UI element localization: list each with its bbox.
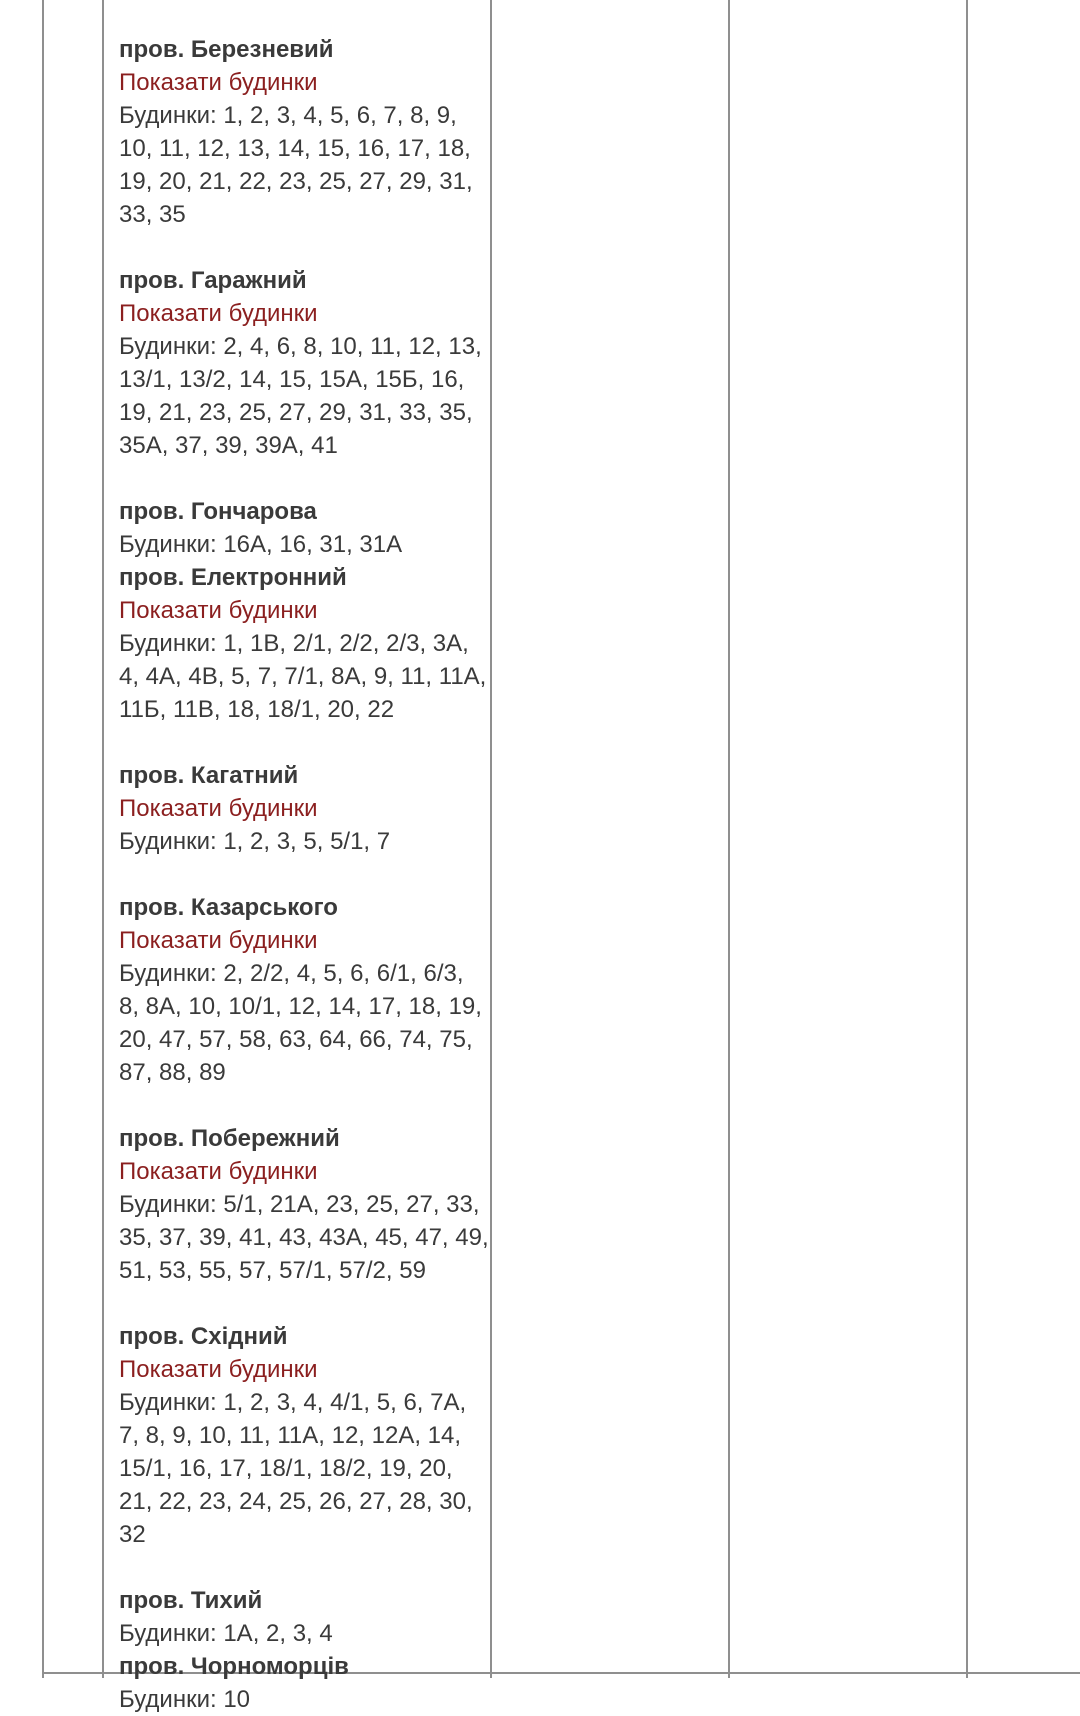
show-houses-link[interactable]: Показати будинки — [119, 1158, 318, 1185]
street-entry — [119, 759, 489, 858]
house-list: Будинки: 1, 2, 3, 5, 5/1, 7 — [119, 828, 391, 855]
show-houses-link[interactable]: Показати будинки — [119, 300, 318, 327]
house-list: Будинки: 1А, 2, 3, 4 — [119, 1620, 333, 1647]
street-entry — [119, 1320, 489, 1551]
house-list: Будинки: 1, 2, 3, 4, 5, 6, 7, 8, 9, 10, 11, 12, 13, 14, 15, 16, 17, 18, 19, 20, 21, 22, 23, 25, 27, 29, 31, 33, 35 — [119, 102, 473, 228]
show-houses-link[interactable]: Показати будинки — [119, 927, 318, 954]
show-houses-link[interactable]: Показати будинки — [119, 69, 318, 96]
table-column-divider — [966, 0, 968, 1678]
street-entry — [119, 495, 489, 561]
street-entry — [119, 1650, 489, 1716]
street-name: пров. Гончарова — [119, 498, 317, 525]
street-name: пров. Кагатний — [119, 762, 299, 789]
show-houses-link[interactable]: Показати будинки — [119, 1356, 318, 1383]
street-entry — [119, 33, 489, 231]
street-name: пров. Чорноморців — [119, 1653, 349, 1680]
street-name: пров. Березневий — [119, 36, 334, 63]
street-entry — [119, 264, 489, 462]
house-list: Будинки: 1, 1В, 2/1, 2/2, 2/3, 3А, 4, 4А, 4В, 5, 7, 7/1, 8А, 9, 11, 11А, 11Б, 11В, 18, 18/1, 20, 22 — [119, 630, 487, 723]
street-name: пров. Східний — [119, 1323, 288, 1350]
street-entry — [119, 891, 489, 1089]
street-entry — [119, 1122, 489, 1287]
house-list: Будинки: 16А, 16, 31, 31А — [119, 531, 403, 558]
house-list: Будинки: 2, 2/2, 4, 5, 6, 6/1, 6/3, 8, 8А, 10, 10/1, 12, 14, 17, 18, 19, 20, 47, 57, 58, 63, 64, 66, 74, 75, 87, 88, 89 — [119, 960, 482, 1086]
show-houses-link[interactable]: Показати будинки — [119, 597, 318, 624]
table-column-divider — [728, 0, 730, 1678]
house-list: Будинки: 5/1, 21А, 23, 25, 27, 33, 35, 37, 39, 41, 43, 43А, 45, 47, 49, 51, 53, 55, 57, 57/1, 57/2, 59 — [119, 1191, 489, 1284]
street-name: пров. Гаражний — [119, 267, 307, 294]
house-list: Будинки: 10 — [119, 1686, 251, 1713]
house-list: Будинки: 2, 4, 6, 8, 10, 11, 12, 13, 13/1, 13/2, 14, 15, 15А, 15Б, 16, 19, 21, 23, 25, 27, 29, 31, 33, 35, 35А, 37, 39, 39А, 41 — [119, 333, 482, 459]
table-border-left — [42, 0, 44, 1678]
street-entry — [119, 561, 489, 726]
street-name: пров. Побережний — [119, 1125, 340, 1152]
street-name: пров. Казарського — [119, 894, 338, 921]
street-name: пров. Електронний — [119, 564, 347, 591]
house-list: Будинки: 1, 2, 3, 4, 4/1, 5, 6, 7А, 7, 8, 9, 10, 11, 11А, 12, 12А, 14, 15/1, 16, 17, 18/1, 18/2, 19, 20, 21, 22, 23, 24, 25, 26, 27, 28, 30, 32 — [119, 1389, 473, 1548]
streets-list — [119, 0, 489, 1716]
table-column-divider — [102, 0, 104, 1678]
street-name: пров. Тихий — [119, 1587, 263, 1614]
table-column-divider — [490, 0, 492, 1678]
show-houses-link[interactable]: Показати будинки — [119, 795, 318, 822]
street-entry — [119, 1584, 489, 1650]
